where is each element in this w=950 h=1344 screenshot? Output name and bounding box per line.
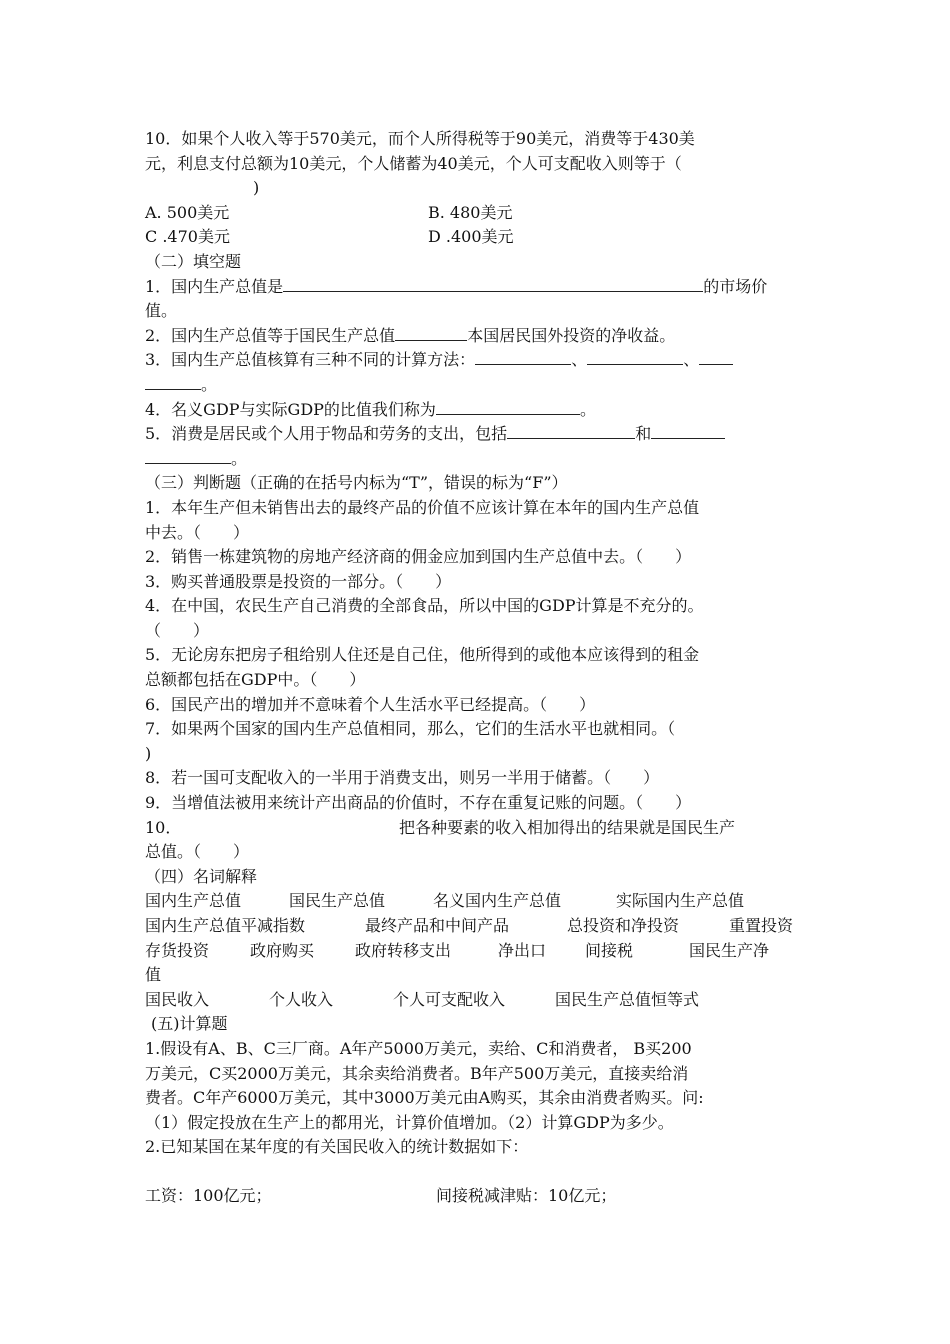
- term: 个人收入: [269, 989, 334, 1009]
- calc-p1-line4: （1）假定投放在生产上的都用光，计算价值增加。（2）计算GDP为多少。: [145, 1112, 674, 1132]
- q10-line3: ): [253, 178, 260, 198]
- judge-q4: 4．在中国，农民生产自己消费的全部食品，所以中国的GDP计算是不充分的。: [145, 596, 704, 616]
- q10-line2: 元，利息支付总额为10美元，个人储蓄为40美元，个人可支配收入则等于（: [145, 153, 682, 173]
- fill-q3-cont: 。: [145, 373, 810, 398]
- stat-wage: 工资：100亿元；: [145, 1185, 272, 1205]
- term: 国内生产总值: [145, 891, 242, 911]
- term: 总投资和净投资: [567, 916, 680, 935]
- judge-q5: 5．无论房东把房子租给别人住还是自己住，他所得到的或他本应该得到的租金: [145, 645, 700, 665]
- terms-row3-cont: 值: [145, 965, 162, 985]
- terms-row1: [145, 889, 810, 914]
- fill-blank: [699, 348, 733, 365]
- term: 重置投资: [729, 916, 794, 935]
- calc-p2-line1: 2.已知某国在某年度的有关国民收入的统计数据如下：: [145, 1137, 529, 1157]
- calc-data-row: [145, 1184, 810, 1209]
- term: 间接税: [585, 940, 634, 960]
- terms-row4: [145, 988, 810, 1013]
- term: 国内生产总值平减指数: [145, 916, 306, 935]
- q10-line1: 10．如果个人收入等于570美元，而个人所得税等于90美元，消费等于430美: [145, 129, 695, 148]
- term: 国民生产总值: [289, 891, 386, 911]
- fill-q5-cont: 。: [145, 447, 810, 472]
- term: 最终产品和中间产品: [365, 916, 510, 935]
- judge-q9: 9．当增值法被用来统计产出商品的价值时，不存在重复记账的问题。（ ）: [145, 793, 692, 813]
- q10-options-row2: [145, 225, 810, 250]
- term: 实际国内生产总值: [616, 891, 745, 911]
- fill-q2: 2．国内生产总值等于国民生产总值 本国居民国外投资的净收益。: [145, 325, 676, 345]
- terms-row3: [145, 939, 810, 964]
- option-d: D .400美元: [428, 227, 514, 247]
- judge-q2: 2．销售一栋建筑物的房地产经济商的佣金应加到国内生产总值中去。（ ）: [145, 547, 692, 567]
- fill-blank: [145, 447, 231, 464]
- fill-blank: [145, 373, 201, 390]
- terms-heading: （四）名词解释: [145, 866, 258, 886]
- option-b: B. 480美元: [428, 202, 513, 222]
- fill-q1-cont: 值。: [145, 301, 178, 321]
- term: 国民收入: [145, 989, 210, 1009]
- calc-heading: (五)计算题: [151, 1014, 228, 1034]
- term: 国民生产总值恒等式: [555, 989, 700, 1009]
- fill-blank: [436, 398, 580, 415]
- judge-q7: 7．如果两个国家的国内生产总值相同，那么，它们的生活水平也就相同。（: [145, 719, 676, 739]
- term: 个人可支配收入: [393, 989, 506, 1009]
- fill-blank: [651, 422, 725, 439]
- term: 政府购买: [250, 940, 315, 960]
- judge-q6: 6．国民产出的增加并不意味着个人生活水平已经提高。（ ）: [145, 694, 596, 714]
- judge-q1-cont: 中去。（ ）: [145, 522, 250, 542]
- fill-blank: [587, 348, 683, 365]
- document-page: [145, 127, 810, 1209]
- fill-q1: 1．国内生产总值是 的市场价: [145, 276, 768, 296]
- judge-q10-cont: 总值。（ ）: [145, 842, 250, 862]
- judge-q10: 10． 把各种要素的收入相加得出的结果就是国民生产: [145, 817, 736, 837]
- fill-blank: [395, 324, 467, 341]
- terms-row2: [145, 914, 810, 939]
- calc-p1-line1: 1.假设有A、B、C三厂商。A年产5000万美元，卖给、C和消费者， B买200: [145, 1038, 692, 1058]
- judge-q8: 8．若一国可支配收入的一半用于消费支出，则另一半用于储蓄。（ ）: [145, 768, 660, 788]
- fill-heading: （二）填空题: [145, 251, 242, 271]
- fill-q5: 5．消费是居民或个人用于物品和劳务的支出，包括 和: [145, 422, 810, 447]
- judge-q1: 1．本年生产但未销售出去的最终产品的价值不应该计算在本年的国内生产总值: [145, 497, 700, 517]
- judge-q4-cont: （ ）: [145, 620, 210, 640]
- fill-q4: 4．名义GDP与实际GDP的比值我们称为 。: [145, 399, 596, 419]
- judge-q5-cont: 总额都包括在GDP中。（ ）: [145, 670, 366, 690]
- fill-q3: 3．国内生产总值核算有三种不同的计算方法： 、 、: [145, 348, 810, 373]
- judge-q7-cont: ): [145, 743, 152, 763]
- fill-blank: [283, 275, 703, 292]
- q10-options-row1: [145, 201, 810, 226]
- judge-q3: 3．购买普通股票是投资的一部分。（ ）: [145, 571, 452, 591]
- option-a: A. 500美元: [145, 202, 230, 222]
- judge-heading: （三）判断题（正确的在括号内标为“T”，错误的标为“F”）: [145, 473, 568, 493]
- calc-p1-line3: 费者。C年产6000万美元，其中3000万美元由A购买，其余由消费者购买。问:: [145, 1088, 704, 1108]
- term: 净出口: [498, 940, 547, 960]
- calc-p1-line2: 万美元，C买2000万美元，其余卖给消费者。B年产500万美元，直接卖给消: [145, 1063, 689, 1083]
- stat-indirect-tax: 间接税减津贴：10亿元；: [436, 1185, 617, 1205]
- term: 存货投资: [145, 940, 210, 960]
- term: 国民生产净: [689, 940, 770, 960]
- fill-blank: [475, 348, 571, 365]
- fill-blank: [507, 422, 635, 439]
- term: 名义国内生产总值: [433, 891, 562, 911]
- term: 政府转移支出: [355, 940, 452, 960]
- option-c: C .470美元: [145, 227, 230, 247]
